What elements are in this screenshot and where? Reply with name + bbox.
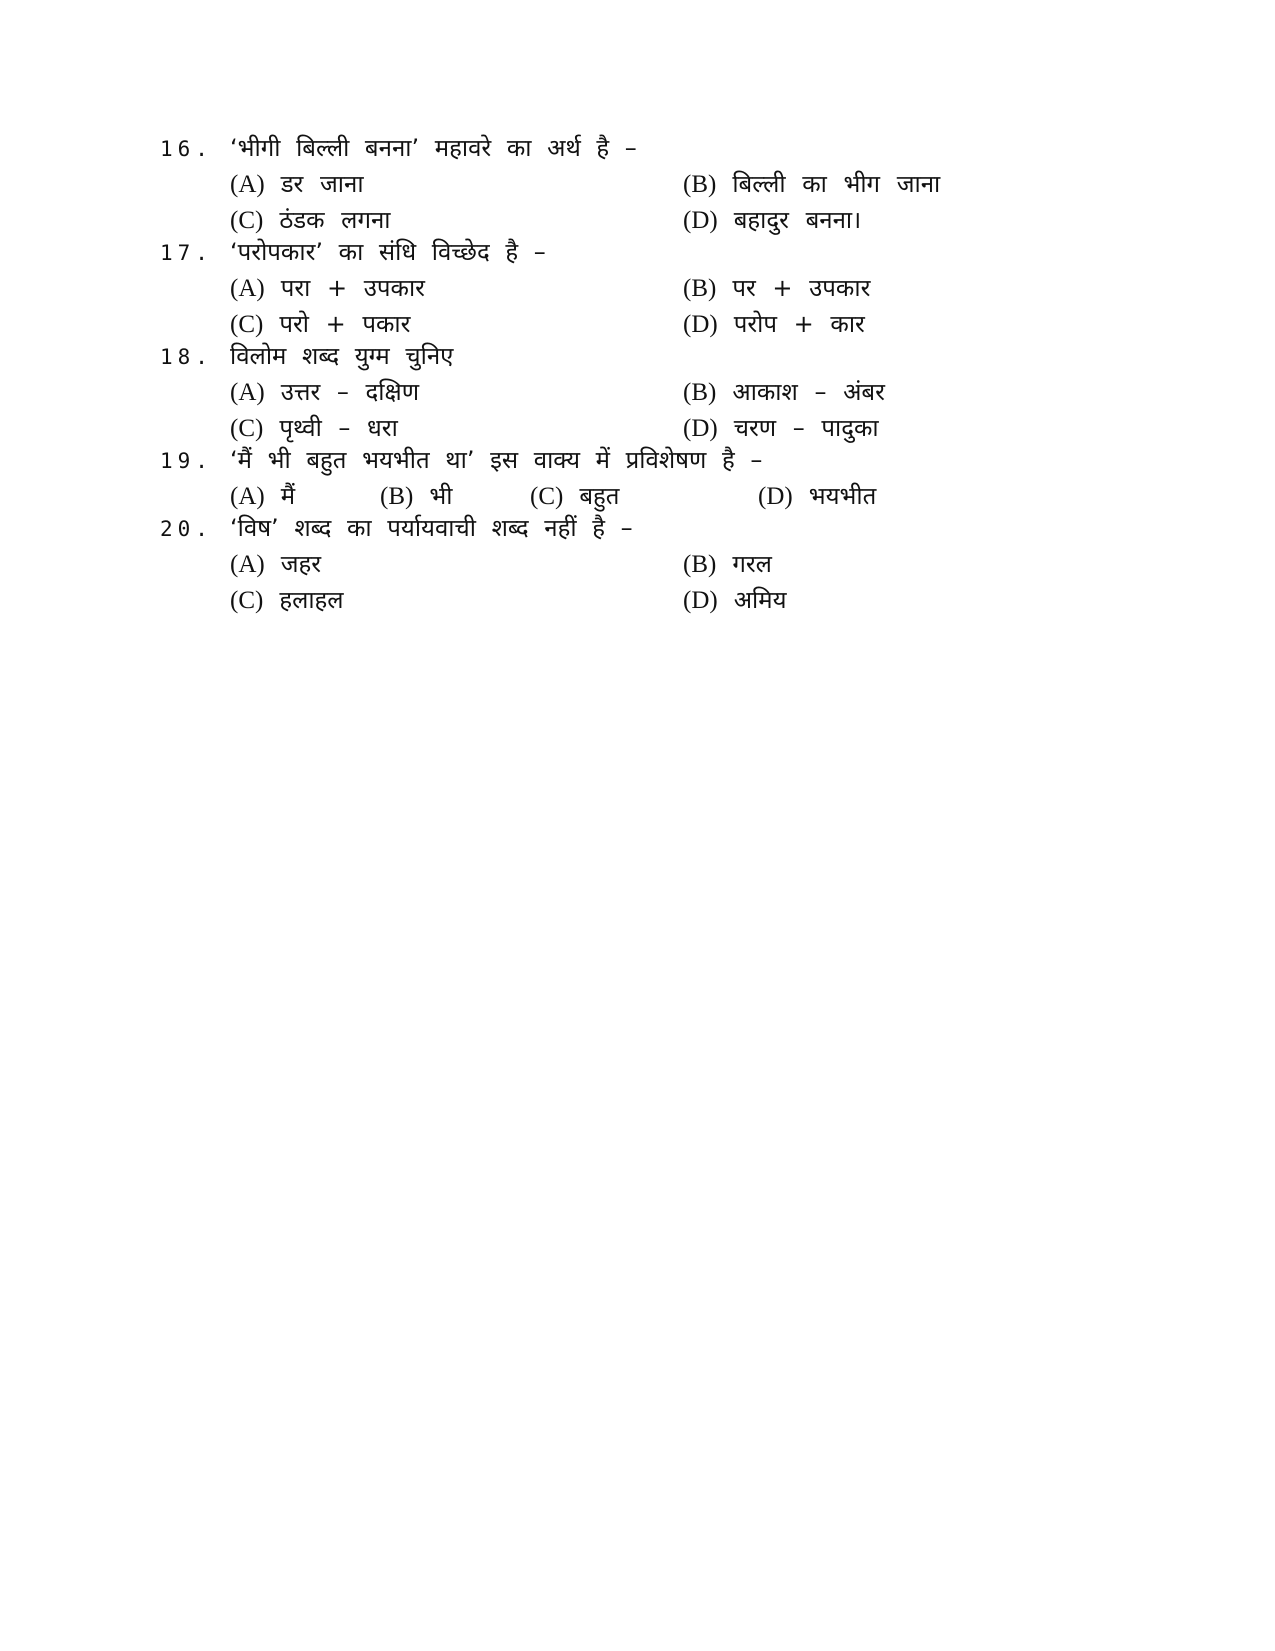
option-c	[230, 202, 391, 238]
question-text: ‘मैं भी बहुत भयभीत था’ इस वाक्य में प्रविशेषण है –	[230, 446, 763, 474]
question-20	[160, 510, 1160, 618]
option-a	[230, 166, 364, 202]
option-text: बहादुर बनना।	[733, 206, 862, 234]
question-text: विलोम शब्द युग्म चुनिए	[230, 342, 454, 370]
option-letter: (A)	[230, 171, 265, 198]
option-letter: (A)	[230, 483, 265, 510]
option-text: भी	[429, 482, 453, 510]
option-letter: (C)	[230, 311, 264, 338]
option-letter: (D)	[683, 415, 718, 442]
option-text: मैं	[280, 482, 296, 510]
option-letter: (D)	[758, 483, 793, 510]
option-d	[683, 582, 787, 618]
option-text: परोप + कार	[733, 310, 865, 338]
option-text: पृथ्वी – धरा	[279, 414, 398, 442]
question-19	[160, 442, 1160, 514]
question-number: 19.	[160, 449, 213, 473]
question-stem	[160, 338, 1160, 374]
option-letter: (B)	[683, 379, 717, 406]
option-c	[230, 306, 410, 342]
option-a	[230, 374, 419, 410]
option-text: जहर	[280, 550, 322, 578]
option-b	[683, 374, 885, 410]
options-grid	[160, 166, 1160, 238]
option-d	[758, 478, 876, 514]
option-letter: (B)	[380, 483, 414, 510]
option-letter: (C)	[230, 207, 264, 234]
options-grid	[160, 546, 1160, 618]
question-stem	[160, 442, 1160, 478]
question-number: 17.	[160, 241, 213, 265]
question-text: ‘विष’ शब्द का पर्यायवाची शब्द नहीं है –	[230, 514, 633, 542]
options-row	[160, 478, 1160, 514]
option-letter: (A)	[230, 379, 265, 406]
option-text: ठंडक लगना	[279, 206, 391, 234]
option-letter: (A)	[230, 551, 265, 578]
options-grid	[160, 270, 1160, 342]
option-text: बिल्ली का भीग जाना	[732, 170, 941, 198]
option-text: डर जाना	[280, 170, 364, 198]
option-text: भयभीत	[808, 482, 877, 510]
option-letter: (D)	[683, 587, 718, 614]
option-text: परो + पकार	[279, 310, 411, 338]
option-c	[530, 478, 619, 514]
question-stem	[160, 234, 1160, 270]
question-text: ‘परोपकार’ का संधि विच्छेद है –	[230, 238, 546, 266]
option-d	[683, 306, 865, 342]
option-letter: (B)	[683, 551, 717, 578]
option-a	[230, 546, 321, 582]
options-grid	[160, 374, 1160, 446]
option-letter: (B)	[683, 171, 717, 198]
option-a	[230, 270, 425, 306]
option-d	[683, 202, 861, 238]
option-text: पर + उपकार	[732, 274, 871, 302]
option-b	[380, 478, 452, 514]
question-stem	[160, 130, 1160, 166]
question-number: 20.	[160, 517, 213, 541]
question-18	[160, 338, 1160, 446]
question-17	[160, 234, 1160, 342]
option-b	[683, 270, 870, 306]
option-text: आकाश – अंबर	[732, 378, 885, 406]
question-number: 16.	[160, 137, 213, 161]
option-text: चरण – पादुका	[733, 414, 879, 442]
option-letter: (D)	[683, 311, 718, 338]
option-letter: (A)	[230, 275, 265, 302]
option-c	[230, 410, 398, 446]
option-b	[683, 546, 772, 582]
option-c	[230, 582, 344, 618]
option-text: बहुत	[579, 482, 620, 510]
option-text: हलाहल	[279, 586, 344, 614]
option-letter: (B)	[683, 275, 717, 302]
question-number: 18.	[160, 345, 213, 369]
option-letter: (C)	[530, 483, 564, 510]
option-letter: (C)	[230, 415, 264, 442]
option-a	[230, 478, 295, 514]
option-text: उत्तर – दक्षिण	[280, 378, 420, 406]
option-d	[683, 410, 879, 446]
option-letter: (D)	[683, 207, 718, 234]
question-16	[160, 130, 1160, 238]
question-stem	[160, 510, 1160, 546]
option-b	[683, 166, 940, 202]
option-letter: (C)	[230, 587, 264, 614]
option-text: अमिय	[733, 586, 787, 614]
option-text: गरल	[732, 550, 772, 578]
option-text: परा + उपकार	[280, 274, 425, 302]
question-text: ‘भीगी बिल्ली बनना’ महावरे का अर्थ है –	[230, 134, 637, 162]
